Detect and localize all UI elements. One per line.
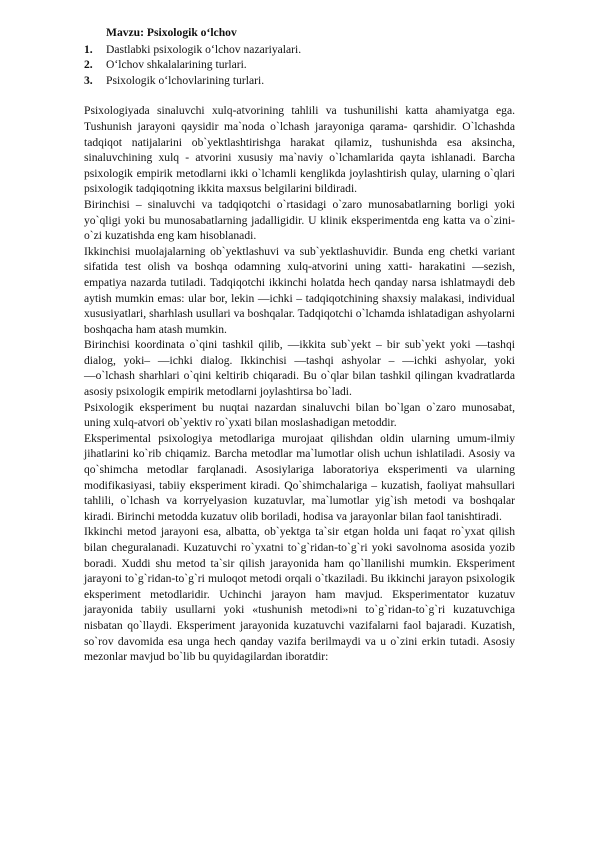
topic-number: 2. (84, 58, 93, 72)
body-paragraph: Birinchisi – sinaluvchi va tadqiqotchi o`rtasidagi o`zaro munosabatlarning borligi yoki yo`qligi yoki bu munosabatlarning jadalligidir. U klinik eksperimentda eng katta va o`zini-o`zi kuzatishda eng kam hisoblanadi. (84, 197, 515, 243)
topic-number: 1. (84, 42, 93, 56)
topic-item (84, 57, 515, 73)
topic-list (84, 42, 515, 89)
section-spacer (84, 88, 515, 103)
body-paragraph: Birinchisi koordinata o`qini tashkil qilib, ―ikkita sub`yekt – bir sub`yekt yoki ―tashqi dialog, yoki– ―ichki dialog. Ikkinchisi ―tashqi ashyolar – ―ichki ashyolar, yoki ―o`lchash sharhlari o`qini keltirib chiqaradi. Bu o`qlar bilan tashkil qilingan kvadratlarda asosiy psixologik empirik metodlarni joylashtirsa bo`ladi. (84, 338, 515, 399)
body-paragraph: Ikkinchisi muolajalarning ob`yektlashuvi va sub`yektlashuvidir. Bunda eng chetki variant sifatida test olish va boshqa odamning xulq-atvorini uning xatti- harakatini ―sezish, empatiya nazarda tutiladi. Tadqiqotchi ikkinchi holatda hech qanday narsa ishlatmaydi deb aytish mumkin emas: ular bor, lekin ―ichki – tadqiqotchining shaxsiy malakasi, individual xususiyatlari, sharhlash usullari va boshqalar. Tadqiqotchi o`lchamda ishlatadigan ashyolarni boshqacha ham atash mumkin. (84, 244, 515, 336)
topic-number: 3. (84, 73, 93, 87)
topic-item (84, 42, 515, 58)
document-title: Mavzu: Psixologik oʻlchov (106, 26, 237, 39)
body-paragraph: Psixologiyada sinaluvchi xulq-atvorining tahlili va tushunilishi katta ahamiyatga ega. Tushunish jarayoni qaysidir ma`noda o`lchash jarayoniga qarama- qarshidir. O`lchashda tadqiqot natijalarini ob`yektlashtirishga harakat qilamiz, tushunishda esa aksincha, sinaluvchining xulq - atvorini xususiy ma`naviy o`lchamlarida qayta ishlanadi. Barcha psixologik empirik metodlarni ikki o`lchamli kenglikda joylashtirish qulay, ularning o`qlari psixologik tadqiqotning ikkita maxsus belgilarini bildiradi. (84, 104, 515, 196)
topic-text: Dastlabki psixologik oʻlchov nazariyalari. (106, 42, 302, 56)
topic-item (84, 73, 515, 89)
topic-text: Oʻlchov shkalalarining turlari. (106, 58, 247, 72)
body-paragraph: Ikkinchi metod jarayoni esa, albatta, ob`yektga ta`sir etgan holda uni faqat ro`yxat qilish bilan cheguralanadi. Kuzatuvchi ro`yxatni to`g`ridan-to`g`ri yoki savolnoma asosida yozib boradi. Xuddi shu metod ta`sir qilish jarayonida ham qo`llanilishi mumkin. Eksperiment jarayoni to`g`ridan-to`g`ri muloqot metodi orqali o`tkaziladi. Bu ikkinchi jarayon psixologik eksperiment metodlaridir. Uchinchi jarayon ham mavjud. Eksperimentator kuzatuv jarayonida tabiiy usullarni yoki «tushunish metodi»ni to`g`ridan-to`g`ri kuzatuvchiga nisbatan qo`llaydi. Eksperiment jarayonida kuzatuvchi vazifalarni faol bajaradi. Kuzatish, so`rov davomida esa unga hech qanday vazifa berilmaydi va u o`zini erkin tutadi. Asosiy mezonlar mavjud bo`lib bu quyidagilardan iboratdir: (84, 525, 515, 664)
body-paragraph: Eksperimental psixologiya metodlariga murojaat qilishdan oldin ularning umum-ilmiy jihatlarini ko`rib chiqamiz. Barcha metodlar ma`lumotlar olish uchun ishlatiladi. Asosiy va qo`shimcha metodlar farqlanadi. Asosiylariga laboratoriya eksperimenti va ularning modifikasiyasi, tabiiy eksperiment kiradi. Qo`shimchalariga – kuzatish, faoliyat mahsullari tahlili, o`lchash va korryelyasion kuzatuvlar, ma`lumotlar yig`ish metodi va boshqalar kiradi. Birinchi metodda kuzatuv olib boriladi, hodisa va jarayonlar bilan faol tanishtiradi. (84, 431, 515, 523)
document-page (84, 25, 515, 665)
body-paragraph: Psixologik eksperiment bu nuqtai nazardan sinaluvchi bilan bo`lgan o`zaro munosabat, uning xulq-atvori ob`yektiv ro`yxati bilan moslashadigan metoddir. (84, 400, 515, 430)
topic-text: Psixologik oʻlchovlarining turlari. (106, 73, 265, 87)
